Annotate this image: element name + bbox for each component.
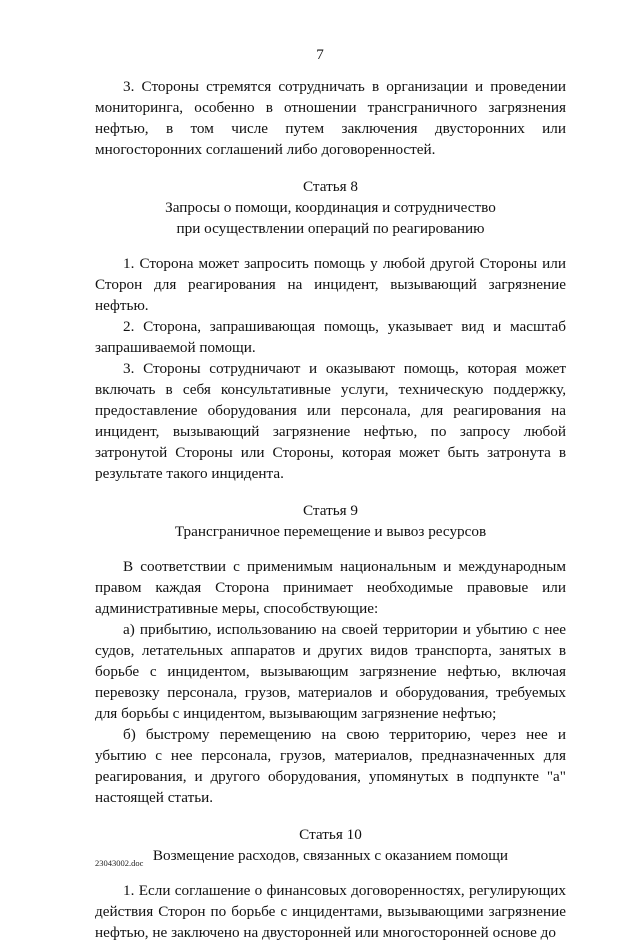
paragraph: 1. Если соглашение о финансовых договоренностях, регулирующих действия Сторон по борьбе с инцидентами, вызывающими загрязнение нефтью, не заключено на двусторонней или многосторонней основе до [95, 882, 566, 941]
paragraph: б) быстрому перемещению на свою территорию, через нее и убытию с нее персонала, грузов, материалов, предназначенных для реагирования, и другого оборудования, упомянутых в подпункте "а" настоящей статьи. [95, 726, 566, 806]
file-name-footer: 23043002.doc [95, 858, 144, 868]
article-heading: Статья 8 [302, 178, 359, 195]
article-8 [95, 176, 566, 239]
paragraph: В соответствии с применимым национальным и международным правом каждая Сторона принимает необходимые правовые или административные меры, способствующие: [95, 558, 566, 617]
article-title: Запросы о помощи, координация и сотрудничество при осуществлении операций по реагированию [165, 199, 496, 237]
article-title: Трансграничное перемещение и вывоз ресурсов [174, 523, 487, 540]
article-heading: Статья 10 [299, 826, 362, 843]
document-body [95, 76, 566, 943]
paragraph: 3. Стороны сотрудничают и оказывают помощь, которая может включать в себя консультативные услуги, техническую поддержку, предоставление оборудования или персонала, для реагирования на инцидент, вызывающий загрязнение нефтью, по запросу любой затронутой Стороны или Стороны, которая может быть затронута в результате такого инцидента. [95, 360, 566, 482]
article-title: Возмещение расходов, связанных с оказанием помощи [152, 847, 509, 864]
article-10 [95, 824, 566, 866]
paragraph: 3. Стороны стремятся сотрудничать в организации и проведении мониторинга, особенно в отношении трансграничного загрязнения нефтью, в том числе путем заключения двусторонних или многосторонних соглашений либо договоренностей. [95, 78, 566, 158]
paragraph: 2. Сторона, запрашивающая помощь, указывает вид и масштаб запрашиваемой помощи. [95, 318, 566, 356]
article-heading: Статья 9 [302, 502, 359, 519]
paragraph: 1. Сторона может запросить помощь у любой другой Стороны или Сторон для реагирования на инцидент, вызывающий загрязнение нефтью. [95, 255, 566, 314]
page-number: 7 [316, 46, 324, 63]
article-9 [95, 500, 566, 542]
paragraph: а) прибытию, использованию на своей территории и убытию с нее судов, летательных аппаратов и других видов транспорта, занятых в борьбе с инцидентом, вызывающим загрязнение нефтью, включая перевозку персонала, грузов, материалов и оборудования, требуемых для борьбы с инцидентом, вызывающим загрязнение нефтью; [95, 621, 566, 722]
